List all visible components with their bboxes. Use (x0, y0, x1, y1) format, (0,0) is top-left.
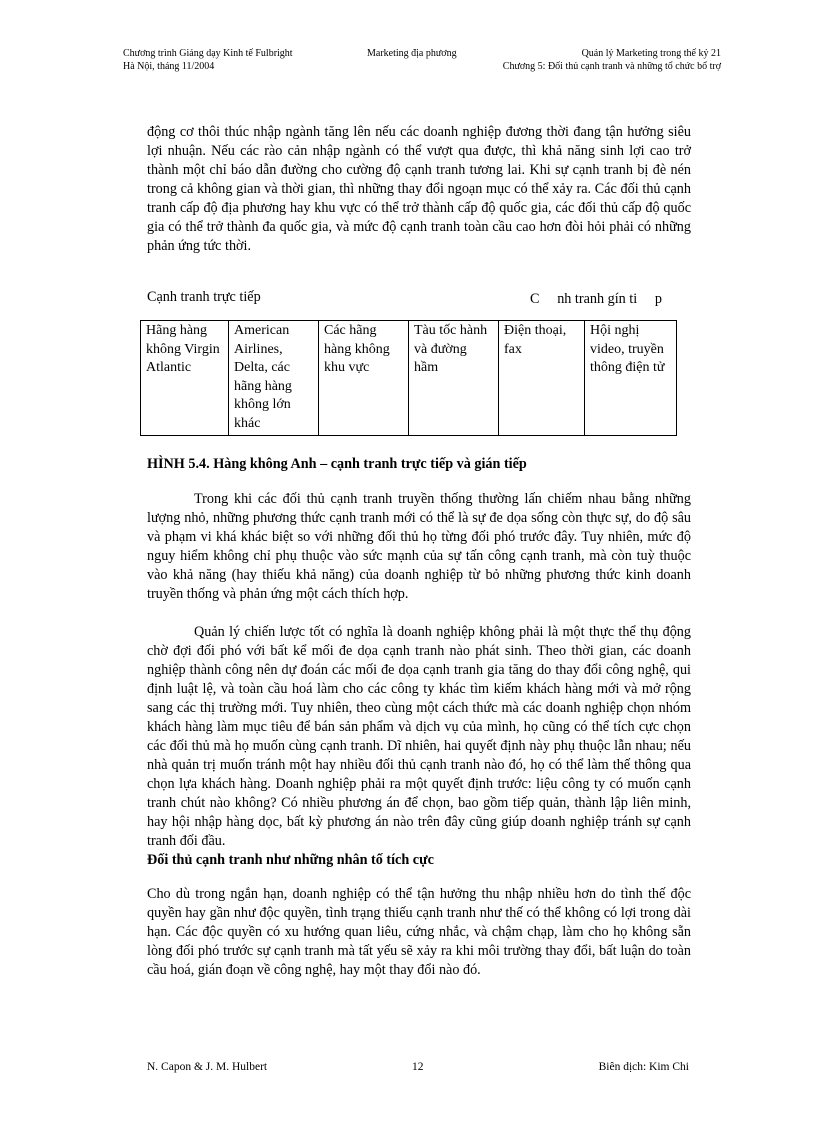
paragraph: động cơ thôi thúc nhập ngành tăng lên nếu các doanh nghiệp đương thời đang tận hưởng siêu lợi nhuận. Nếu các rào cản nhập ngành có thể vượt qua được, thì khả năng sinh lợi cao trở thành một chỉ báo dẫn đường cho cường độ cạnh tranh tương lai. Khi sự cạnh tranh bị đè nén trong cả không gian và thời gian, thì những thay đổi ngoạn mục có thể xảy ra. Các đối thủ cạnh tranh cấp độ địa phương hay khu vực có thể trở thành cấp độ quốc gia, các đối thủ cấp độ quốc gia có thể trở thành đa quốc gia, và mức độ cạnh tranh toàn cầu cao hơn đòi hỏi phải có những phản ứng tức thời. (147, 124, 691, 254)
table-cell: Tàu tốc hành và đường hầm (409, 321, 499, 436)
footer-authors: N. Capon & J. M. Hulbert (147, 1061, 268, 1073)
figure-caption: HÌNH 5.4. Hàng không Anh – cạnh tranh trực tiếp và gián tiếp (147, 456, 527, 472)
table-cell: Hội nghị video, truyền thông điện tử (585, 321, 677, 436)
paragraph: Cho dù trong ngắn hạn, doanh nghiệp có thể tận hưởng thu nhập nhiều hơn do tình thế độc quyền hay gần như độc quyền, tình trạng thiếu cạnh tranh như thế có thể không có lợi trong dài hạn. Các độc quyền có xu hướng quan liêu, cứng nhắc, và chậm chạp, làm cho họ không sẵn lòng đối phó trước sự cạnh tranh mà tất yếu sẽ xảy ra khi môi trường thay đổi, bất luận do toàn cầu hoá, gián đoạn về công nghệ, hay một thay đổi nào đó. (147, 886, 691, 978)
table-row (141, 321, 677, 436)
section-heading: Đối thủ cạnh tranh như những nhân tố tích cực (147, 852, 434, 868)
page-number: 12 (412, 1061, 424, 1073)
header-course: Marketing địa phương (367, 48, 457, 59)
competition-table (140, 320, 677, 436)
body-text-bottom (147, 885, 691, 980)
table-cell: Các hãng hàng không khu vực (319, 321, 409, 436)
body-text-top (147, 123, 691, 256)
body-text-middle (147, 490, 691, 851)
table-cell: American Airlines, Delta, các hãng hàng không lớn khác (229, 321, 319, 436)
paragraph: Quản lý chiến lược tốt có nghĩa là doanh nghiệp không phải là một thực thể thụ động chờ đợi đối phó với bất kể mối đe dọa cạnh tranh nào phát sinh. Theo thời gian, các doanh nghiệp thành công nên dự đoán các mối đe dọa cạnh tranh gia tăng do thay đổi công nghệ, qui định luật lệ, và toàn cầu hoá làm cho các công ty khác tìm kiếm khách hàng mới và mở rộng sang các thị trường mới. Tuy nhiên, theo cùng một cách thức mà các doanh nghiệp chọn nhóm khách hàng làm mục tiêu để bán sản phẩm và dịch vụ của mình, họ cũng có thể tích cực chọn các đối thủ mà họ muốn cùng cạnh tranh. Dĩ nhiên, hai quyết định này phụ thuộc lẫn nhau; nếu nhà quản trị muốn tránh một hay nhiều đối thủ cạnh tranh nào đó, họ có thể làm thế thông qua chọn lựa khách hàng. Doanh nghiệp phải ra một quyết định trước: liệu công ty có muốn cạnh tranh chút nào không? Có nhiều phương án để chọn, bao gồm tiếp quản, thành lập liên minh, hay hội nhập hàng dọc, bất kỳ phương án nào trên đây cũng giúp doanh nghiệp tránh sự cạnh tranh đối đầu. (147, 624, 691, 849)
paragraph: Trong khi các đối thủ cạnh tranh truyền thống thường lấn chiếm nhau bằng những lượng nhỏ, những phương thức cạnh tranh mới có thể là sự đe dọa sống còn thực sự, do độ sâu và phạm vi khá khác biệt so với những đối thủ họ từng đối phó trước đây. Tuy nhiên, mức độ nguy hiểm không chỉ phụ thuộc vào sức mạnh của sự tấn công cạnh tranh, mà còn tuỳ thuộc vào khả năng (hay thiếu khả năng) của doanh nghiệp từ bỏ những phương thức kinh doanh truyền thống và phản ứng một cách thích hợp. (147, 491, 691, 602)
header-book-title: Quản lý Marketing trong thế kỷ 21 (581, 48, 721, 59)
header-date: Hà Nội, tháng 11/2004 (123, 61, 215, 72)
table-cell: Điện thoại, fax (499, 321, 585, 436)
header-chapter: Chương 5: Đối thủ cạnh tranh và những tổ chức bổ trợ (502, 61, 721, 72)
header-program: Chương trình Giảng dạy Kinh tế Fulbright (123, 48, 293, 59)
table-cell: Hãng hàng không Virgin Atlantic (141, 321, 229, 436)
figure-label-direct: Cạnh tranh trực tiếp (147, 289, 261, 305)
footer-translator: Biên dịch: Kim Chi (598, 1061, 689, 1073)
figure-label-indirect: C nh tranh gín ti p (530, 291, 663, 307)
